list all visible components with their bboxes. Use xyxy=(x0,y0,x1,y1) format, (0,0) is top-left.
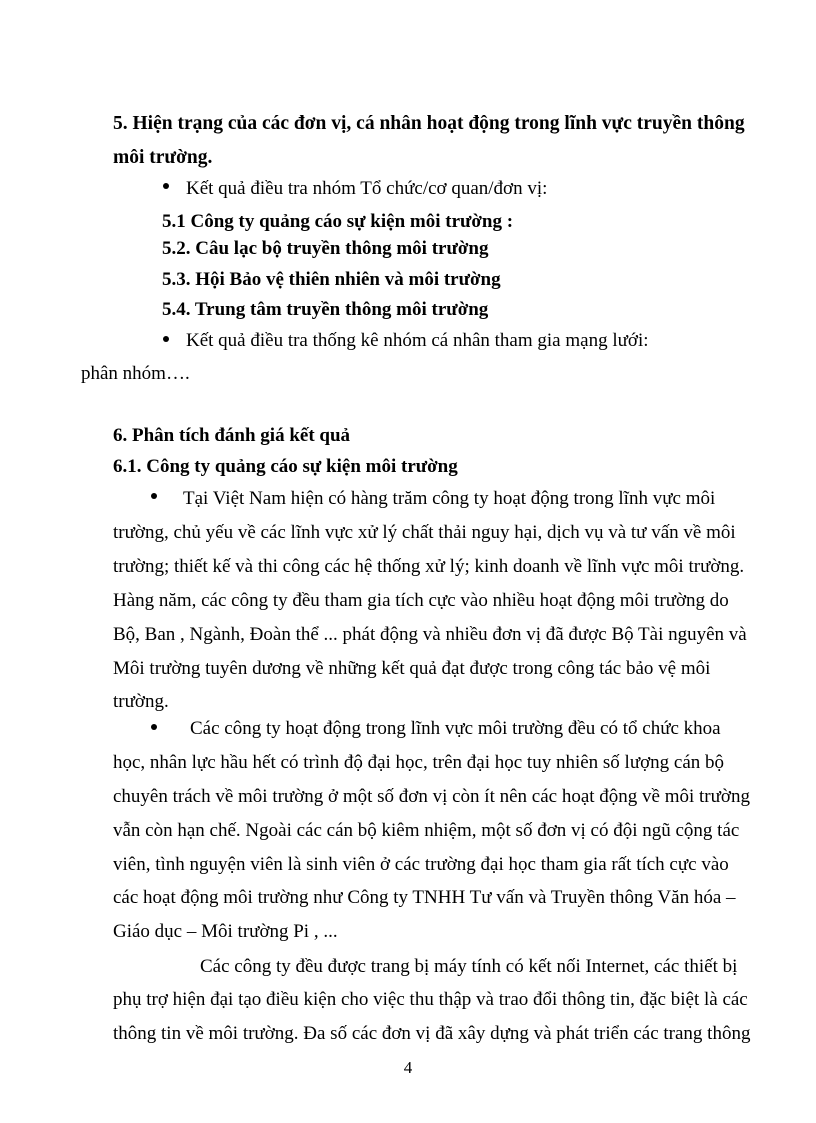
section6-subheading: 6.1. Công ty quảng cáo sự kiện môi trường xyxy=(113,456,458,477)
bullet-icon xyxy=(146,490,162,506)
item-5-3: 5.3. Hội Bảo vệ thiên nhiên và môi trường xyxy=(162,269,501,290)
bullet2-continuation: phân nhóm…. xyxy=(81,363,190,384)
para2-line1: Các công ty hoạt động trong lĩnh vực môi trường đều có tổ chức khoa xyxy=(190,718,721,739)
item-5-4: 5.4. Trung tâm truyền thông môi trường xyxy=(162,299,489,320)
bullet2-text: Kết quả điều tra thống kê nhóm cá nhân tham gia mạng lưới: xyxy=(186,330,649,351)
para2-line4: vẫn còn hạn chế. Ngoài các cán bộ kiêm nhiệm, một số đơn vị có đội ngũ cộng tác xyxy=(113,820,740,841)
para2-line3: chuyên trách về môi trường ở một số đơn vị còn ít nên các hoạt động về môi trường xyxy=(113,786,750,807)
para1-line4: Hàng năm, các công ty đều tham gia tích cực vào nhiều hoạt động môi trường do xyxy=(113,590,729,611)
bullet1-text: Kết quả điều tra nhóm Tổ chức/cơ quan/đơn vị: xyxy=(186,178,548,199)
para3-line1: Các công ty đều được trang bị máy tính có kết nối Internet, các thiết bị xyxy=(200,956,738,977)
para2-line2: học, nhân lực hầu hết có trình độ đại học, trên đại học tuy nhiên số lượng cán bộ xyxy=(113,752,725,773)
item-5-2: 5.2. Câu lạc bộ truyền thông môi trường xyxy=(162,238,489,259)
para1-line7: trường. xyxy=(113,691,169,712)
bullet-icon xyxy=(158,180,174,196)
page-number: 4 xyxy=(403,1058,413,1077)
para2-line6: các hoạt động môi trường như Công ty TNHH Tư vấn và Truyền thông Văn hóa – xyxy=(113,887,736,908)
para3-line3: thông tin về môi trường. Đa số các đơn vị đã xây dựng và phát triển các trang thông xyxy=(113,1023,751,1044)
bullet-icon xyxy=(146,721,162,737)
para1-line3: trường; thiết kế và thi công các hệ thống xử lý; kinh doanh về lĩnh vực môi trường. xyxy=(113,556,745,577)
para2-line5: viên, tình nguyện viên là sinh viên ở các trường đại học tham gia rất tích cực vào xyxy=(113,854,729,875)
para3-line2: phụ trợ hiện đại tạo điều kiện cho việc thu thập và trao đổi thông tin, đặc biệt là các xyxy=(113,989,748,1010)
para2-line7: Giáo dục – Môi trường Pi , ... xyxy=(113,921,338,942)
section5-heading-line2: môi trường. xyxy=(113,147,213,168)
section5-heading-line1: 5. Hiện trạng của các đơn vị, cá nhân hoạt động trong lĩnh vực truyền thông xyxy=(113,113,745,134)
item-5-1: 5.1 Công ty quảng cáo sự kiện môi trường : xyxy=(162,211,514,232)
bullet-icon xyxy=(158,333,174,349)
para1-line1: Tại Việt Nam hiện có hàng trăm công ty hoạt động trong lĩnh vực môi xyxy=(183,488,716,509)
para1-line5: Bộ, Ban , Ngành, Đoàn thể ... phát động và nhiều đơn vị đã được Bộ Tài nguyên và xyxy=(113,624,747,645)
para1-line6: Môi trường tuyên dương về những kết quả đạt được trong công tác bảo vệ môi xyxy=(113,658,711,679)
para1-line2: trường, chủ yếu về các lĩnh vực xử lý chất thải nguy hại, dịch vụ và tư vấn về môi xyxy=(113,522,736,543)
section6-heading: 6. Phân tích đánh giá kết quả xyxy=(113,425,351,446)
